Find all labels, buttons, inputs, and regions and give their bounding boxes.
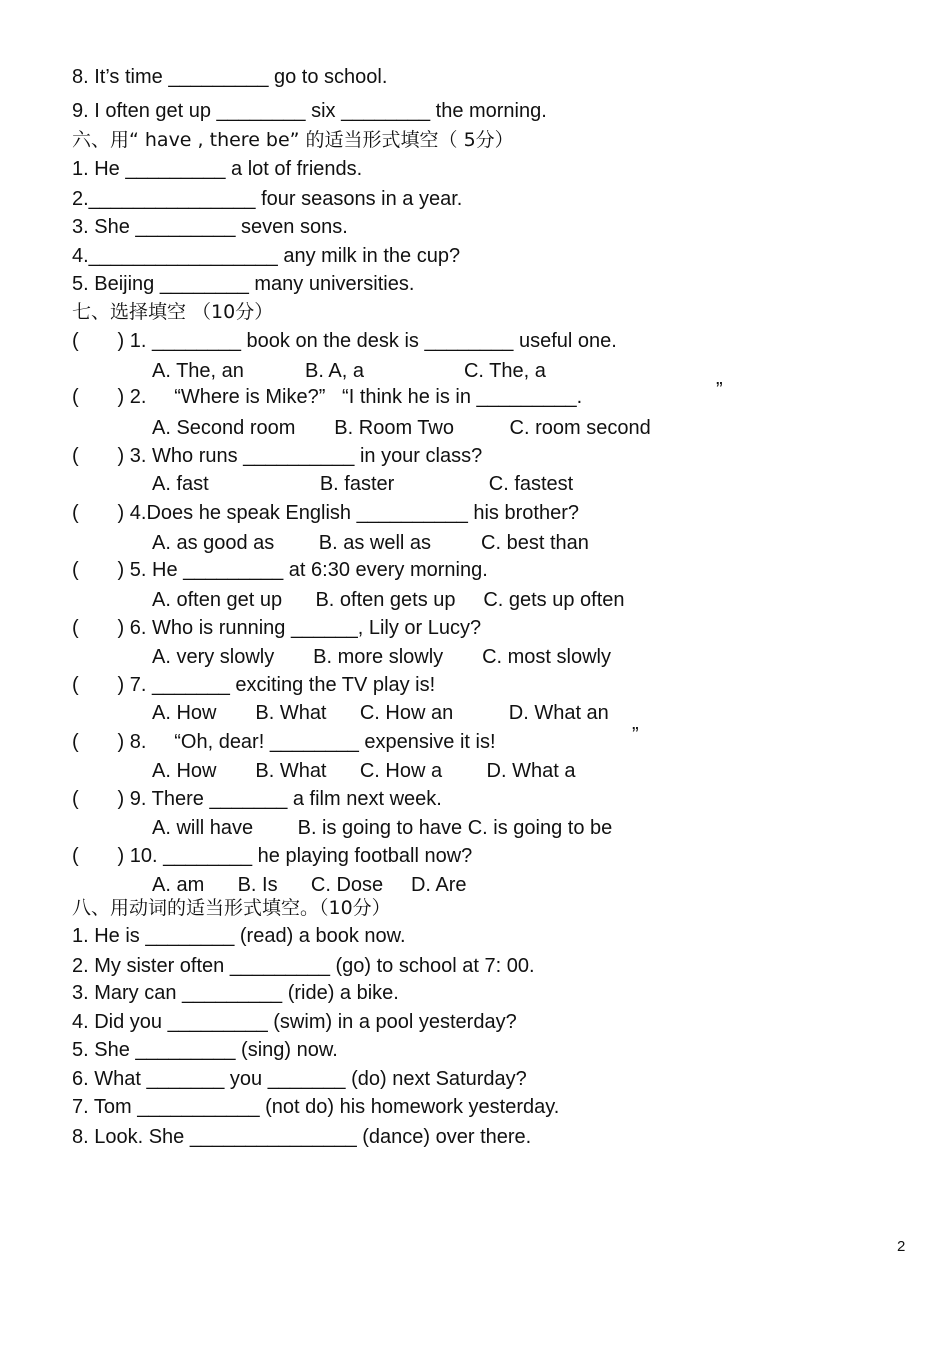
question-3-options: A. fast B. faster C. fastest [152, 473, 574, 495]
section8-item: 7. Tom ___________ (not do) his homework yesterday. [72, 1096, 560, 1118]
question-2: ( ) 2. “Where is Mike?” “I think he is in _________. [72, 386, 583, 408]
question-1: ( ) 1. ________ book on the desk is ________ useful one. [72, 330, 617, 352]
section6-item: 2._______________ four seasons in a year. [72, 188, 463, 210]
question-4: ( ) 4.Does he speak English __________ his brother? [72, 502, 579, 524]
section6-item: 1. He _________ a lot of friends. [72, 158, 363, 180]
question-3: ( ) 3. Who runs __________ in your class? [72, 445, 483, 467]
page-number: 2 [897, 1238, 906, 1255]
question-7-options: A. How B. What C. How an D. What an [152, 702, 609, 724]
section8-item: 5. She _________ (sing) now. [72, 1039, 338, 1061]
question-7: ( ) 7. _______ exciting the TV play is! [72, 674, 436, 696]
question-9: ( ) 9. There _______ a film next week. [72, 788, 442, 810]
question-5-options: A. often get up B. often gets up C. gets up often [152, 589, 625, 611]
question-8-options: A. How B. What C. How a D. What a [152, 760, 576, 782]
section8-item: 4. Did you _________ (swim) in a pool yesterday? [72, 1011, 517, 1033]
fill-item-8: 8. It’s time _________ go to school. [72, 66, 388, 88]
question-4-options: A. as good as B. as well as C. best than [152, 532, 589, 554]
question-6: ( ) 6. Who is running ______, Lily or Lucy? [72, 617, 482, 639]
question-1-options: A. The, an B. A, a C. The, a [152, 360, 546, 382]
section8-item: 8. Look. She _______________ (dance) over there. [72, 1126, 532, 1148]
question-10: ( ) 10. ________ he playing football now? [72, 845, 473, 867]
question-5: ( ) 5. He _________ at 6:30 every morning. [72, 559, 488, 581]
section8-item: 3. Mary can _________ (ride) a bike. [72, 982, 399, 1004]
section8-item: 1. He is ________ (read) a book now. [72, 925, 406, 947]
fill-item-9: 9. I often get up ________ six ________ the morning. [72, 100, 547, 122]
section7-heading: 七、选择填空 （10分） [72, 301, 274, 323]
close-quote: ” [632, 724, 639, 746]
question-9-options: A. will have B. is going to have C. is going to be [152, 817, 613, 839]
question-8: ( ) 8. “Oh, dear! ________ expensive it is! [72, 731, 496, 753]
question-2-options: A. Second room B. Room Two C. room second [152, 417, 651, 439]
close-quote: ” [716, 379, 723, 401]
section6-item: 4._________________ any milk in the cup? [72, 245, 461, 267]
question-10-options: A. am B. Is C. Dose D. Are [152, 874, 467, 896]
section6-heading: 六、用“ have , there be” 的适当形式填空（ 5分） [72, 129, 514, 151]
section8-item: 6. What _______ you _______ (do) next Saturday? [72, 1068, 527, 1090]
question-6-options: A. very slowly B. more slowly C. most slowly [152, 646, 611, 668]
section6-item: 3. She _________ seven sons. [72, 216, 348, 238]
section6-item: 5. Beijing ________ many universities. [72, 273, 415, 295]
section8-item: 2. My sister often _________ (go) to school at 7: 00. [72, 955, 535, 977]
section8-heading: 八、用动词的适当形式填空。（10分） [72, 897, 391, 919]
